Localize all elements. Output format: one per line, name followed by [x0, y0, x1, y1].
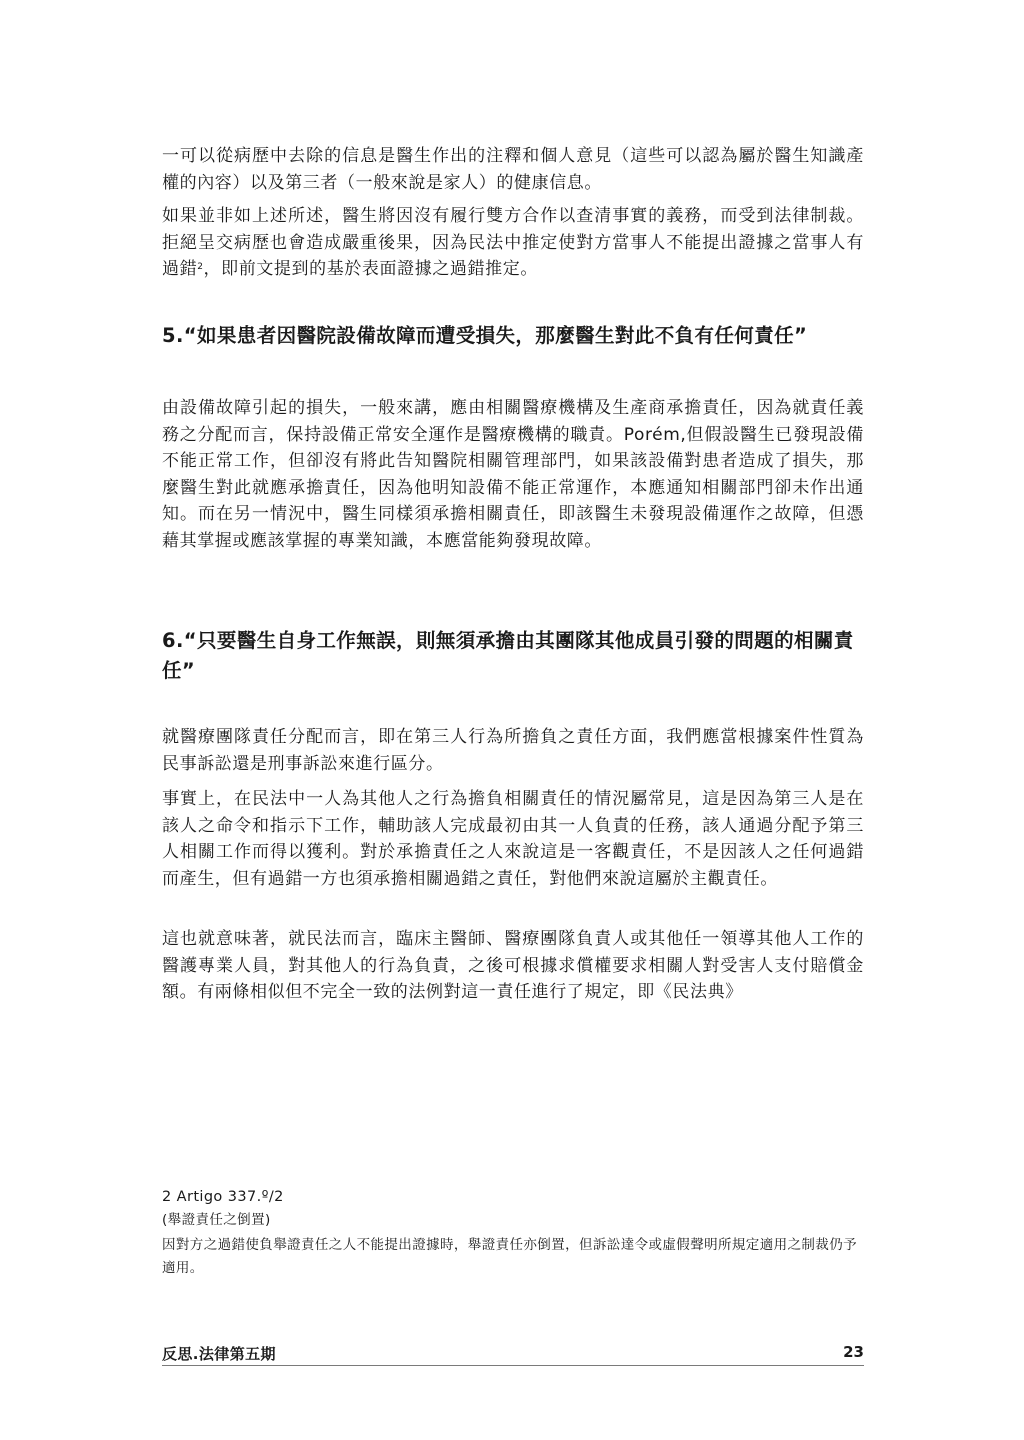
page-number: 23 [843, 1343, 864, 1361]
section-heading-5: 5.“如果患者因醫院設備故障而遭受損失，那麼醫生對此不負有任何責任” [162, 324, 808, 347]
paragraph-medical-record-content: 一可以從病歷中去除的信息是醫生作出的注釋和個人意見（這些可以認為屬於醫生知識產權的內容）以及第三者（一般來說是家人）的健康信息。 [162, 146, 864, 193]
paragraph-text: ，即前文提到的基於表面證據之過錯推定。 [203, 259, 538, 279]
paragraph-team-responsibility: 就醫療團隊責任分配而言，即在第三人行為所擔負之責任方面，我們應當根據案件性質為民事訴訟還是刑事訴訟來進行區分。 [162, 727, 864, 774]
footnote-text: 因對方之過錯使負舉證責任之人不能提出證據時，舉證責任亦倒置，但訴訟達令或虛假聲明所規定適用之制裁仍予適用。 [162, 1237, 857, 1276]
footnote-reference[interactable]: 2 [197, 262, 204, 272]
footnote-citation: 2 Artigo 337.º/2 [162, 1189, 284, 1205]
paragraph-text: 如果並非如上述所述，醫生將因沒有履行雙方合作以查清事實的義務，而受到法律制裁。拒絕呈交病歷也會造成嚴重後果，因為民法中推定使對方當事人不能提出證據之當事人有過錯 [162, 206, 864, 279]
paragraph-equipment-failure: 由設備故障引起的損失，一般來講，應由相關醫療機構及生產商承擔責任，因為就責任義務之分配而言，保持設備正常安全運作是醫療機構的職責。Porém,但假設醫生已發現設備不能正常工作，但卻沒有將此告知醫院相關管理部門，如果該設備對患者造成了損失，那麼醫生對此就應承擔責任，因為他明知設備不能正常運作，本應通知相關部門卻未作出通知。而在另一情況中，醫生同樣須承擔相關責任，即該醫生未發現設備運作之故障，但憑藉其掌握或應該掌握的專業知識，本應當能夠發現故障。 [162, 398, 864, 551]
paragraph-duty-to-cooperate [162, 203, 864, 283]
section-heading-6: 6.“只要醫生自身工作無誤，則無須承擔由其團隊其他成員引發的問題的相關責任” [162, 629, 854, 682]
footnote-subtitle: (舉證責任之倒置) [162, 1212, 271, 1228]
publication-title: 反思.法律第五期 [162, 1345, 276, 1363]
paragraph-chief-physician-liability: 這也就意味著，就民法而言，臨床主醫師、醫療團隊負責人或其他任一領導其他人工作的醫護專業人員，對其他人的行為負責，之後可根據求償權要求相關人對受害人支付賠償金額。有兩條相似但不完全一致的法例對這一責任進行了規定，即《民法典》 [162, 929, 864, 1002]
paragraph-civil-law-liability: 事實上，在民法中一人為其他人之行為擔負相關責任的情況屬常見，這是因為第三人是在該人之命令和指示下工作，輔助該人完成最初由其一人負責的任務，該人通過分配予第三人相關工作而得以獲利。對於承擔責任之人來說這是一客觀責任，不是因該人之任何過錯而產生，但有過錯一方也須承擔相關過錯之責任，對他們來說這屬於主觀責任。 [162, 789, 864, 889]
page-footer [162, 1341, 864, 1366]
footnotes [162, 1186, 864, 1280]
